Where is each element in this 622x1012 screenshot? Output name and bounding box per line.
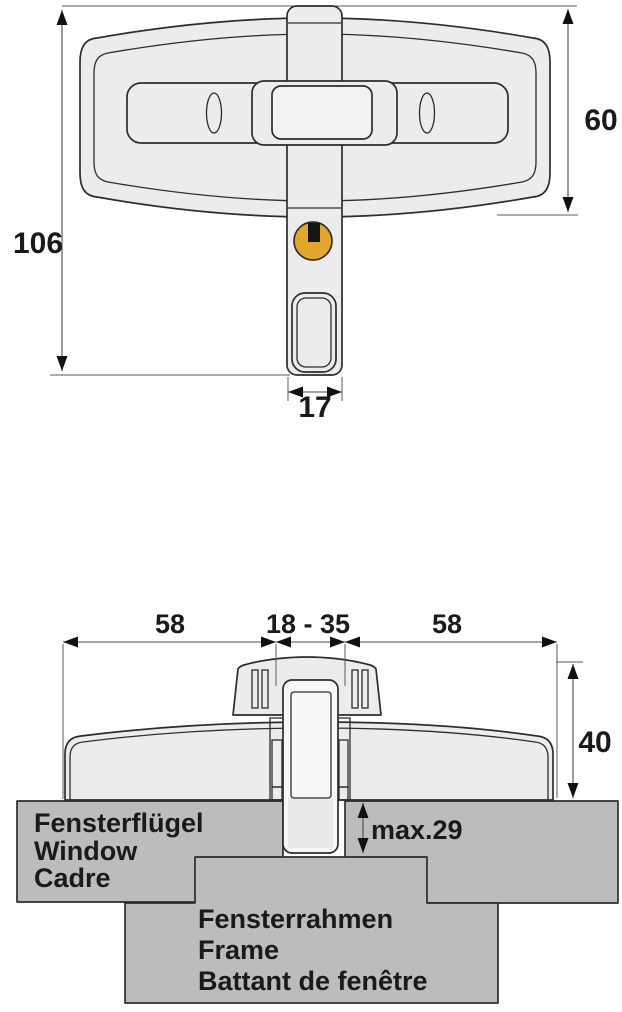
section-view [17,609,618,1003]
key-slot [308,223,320,242]
frame-label-line-fr: Battant de fenêtre [198,966,428,996]
sash-label-line-de: Fensterflügel [34,808,204,838]
keyhole-icon [294,222,332,260]
dim-label-18-35: 18 - 35 [265,609,351,639]
dim-label-60: 60 [584,104,618,137]
dim-label-40: 40 [578,726,612,759]
sash-label-line-en: Window [34,836,138,866]
slider-cover-outer [292,293,336,372]
sash-label-line-fr: Cadre [34,863,111,893]
push-button [272,86,372,139]
dim-label-17: 17 [298,391,332,424]
frame-label-line-en: Frame [198,935,280,965]
dim-label-106: 106 [12,227,64,260]
dim-label-max29: max.29 [371,815,463,845]
dim-label-58-right: 58 [431,609,463,639]
frame-label-line-de: Fensterrahmen [198,904,394,934]
dim-label-58-left: 58 [154,609,186,639]
locking-column-lower [288,798,333,848]
front-view [13,6,618,424]
